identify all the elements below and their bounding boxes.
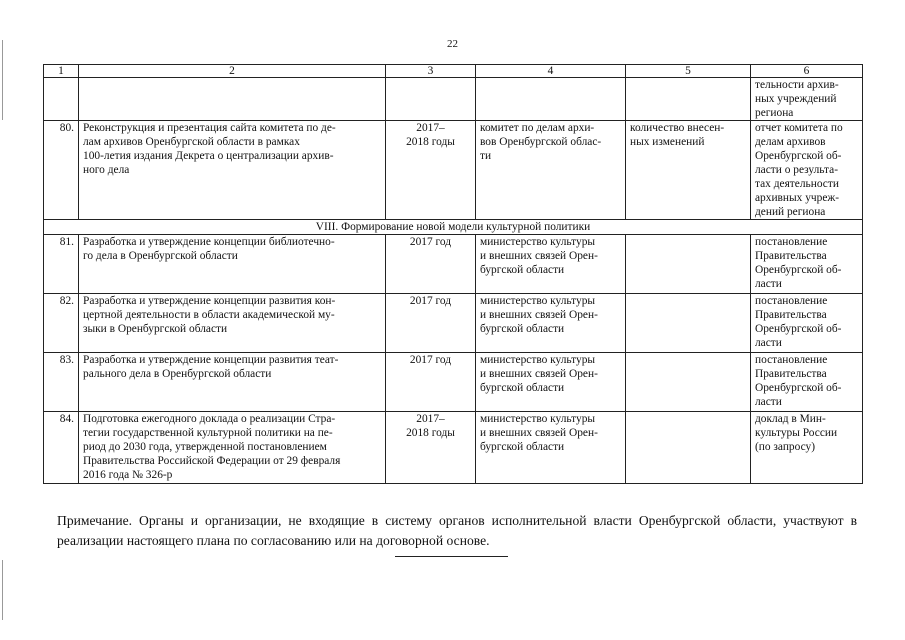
header-col-2: 2 (79, 65, 386, 78)
cell-num (44, 78, 79, 121)
cell-executor: министерство культуры и внешних связей Орен- бургской области (476, 353, 626, 412)
table-row-80 (44, 121, 863, 220)
continuation-row (44, 78, 863, 121)
cell-num: 83. (44, 353, 79, 412)
section-row-8 (44, 220, 863, 235)
cell-period: 2017– 2018 годы (386, 412, 476, 484)
cell-activity: Разработка и утверждение концепции библиотечно- го дела в Оренбургской области (79, 235, 386, 294)
cell-period (386, 78, 476, 121)
cell-result: доклад в Мин- культуры России (по запросу) (751, 412, 863, 484)
section-title: VIII. Формирование новой модели культурной политики (44, 220, 863, 235)
header-col-3: 3 (386, 65, 476, 78)
cell-indicator: количество внесен- ных изменений (626, 121, 751, 220)
cell-executor: министерство культуры и внешних связей Орен- бургской области (476, 235, 626, 294)
scan-margin-mark-bottom (2, 560, 3, 620)
cell-num: 80. (44, 121, 79, 220)
cell-num: 84. (44, 412, 79, 484)
cell-result: постановление Правительства Оренбургской об- ласти (751, 353, 863, 412)
cell-period: 2017– 2018 годы (386, 121, 476, 220)
scan-margin-mark-top (2, 40, 3, 120)
cell-result: постановление Правительства Оренбургской об- ласти (751, 235, 863, 294)
page-number: 22 (447, 38, 458, 50)
table-row-83 (44, 353, 863, 412)
table-row-84 (44, 412, 863, 484)
cell-result: отчет комитета по делам архивов Оренбургской об- ласти о результа- тах деятельности архивных учреж- дений региона (751, 121, 863, 220)
cell-activity: Реконструкция и презентация сайта комитета по де- лам архивов Оренбургской области в рамках 100-летия издания Декрета о централизации архив- ного дела (79, 121, 386, 220)
cell-num: 81. (44, 235, 79, 294)
cell-indicator (626, 412, 751, 484)
cell-indicator (626, 235, 751, 294)
cell-indicator (626, 78, 751, 121)
cell-num: 82. (44, 294, 79, 353)
cell-activity: Разработка и утверждение концепции развития теат- рального дела в Оренбургской области (79, 353, 386, 412)
header-col-5: 5 (626, 65, 751, 78)
cell-activity: Разработка и утверждение концепции развития кон- цертной деятельности в области академической му- зыки в Оренбургской области (79, 294, 386, 353)
cell-executor: комитет по делам архи- вов Оренбургской облас- ти (476, 121, 626, 220)
cell-period: 2017 год (386, 294, 476, 353)
cell-executor (476, 78, 626, 121)
table-row-82 (44, 294, 863, 353)
header-row (44, 65, 863, 78)
cell-period: 2017 год (386, 235, 476, 294)
header-col-1: 1 (44, 65, 79, 78)
cell-executor: министерство культуры и внешних связей Орен- бургской области (476, 294, 626, 353)
action-plan-table (43, 64, 863, 484)
header-col-4: 4 (476, 65, 626, 78)
closing-rule (395, 556, 508, 557)
cell-activity: Подготовка ежегодного доклада о реализации Стра- тегии государственной культурной политики на пе- риод до 2030 года, утвержденной постановлением Правительства Российской Федерации от 29 февраля 2016 года № 326-р (79, 412, 386, 484)
table-row-81 (44, 235, 863, 294)
cell-activity (79, 78, 386, 121)
cell-result: тельности архив- ных учреждений региона (751, 78, 863, 121)
table-header (44, 65, 863, 78)
cell-period: 2017 год (386, 353, 476, 412)
cell-result: постановление Правительства Оренбургской об- ласти (751, 294, 863, 353)
footnote-text: Примечание. Органы и организации, не входящие в систему органов исполнительной власти Оренбургской области, участвуют в реализации настоящего плана по согласованию или на договорной основе. (57, 513, 857, 548)
cell-indicator (626, 294, 751, 353)
cell-indicator (626, 353, 751, 412)
cell-executor: министерство культуры и внешних связей Орен- бургской области (476, 412, 626, 484)
header-col-6: 6 (751, 65, 863, 78)
